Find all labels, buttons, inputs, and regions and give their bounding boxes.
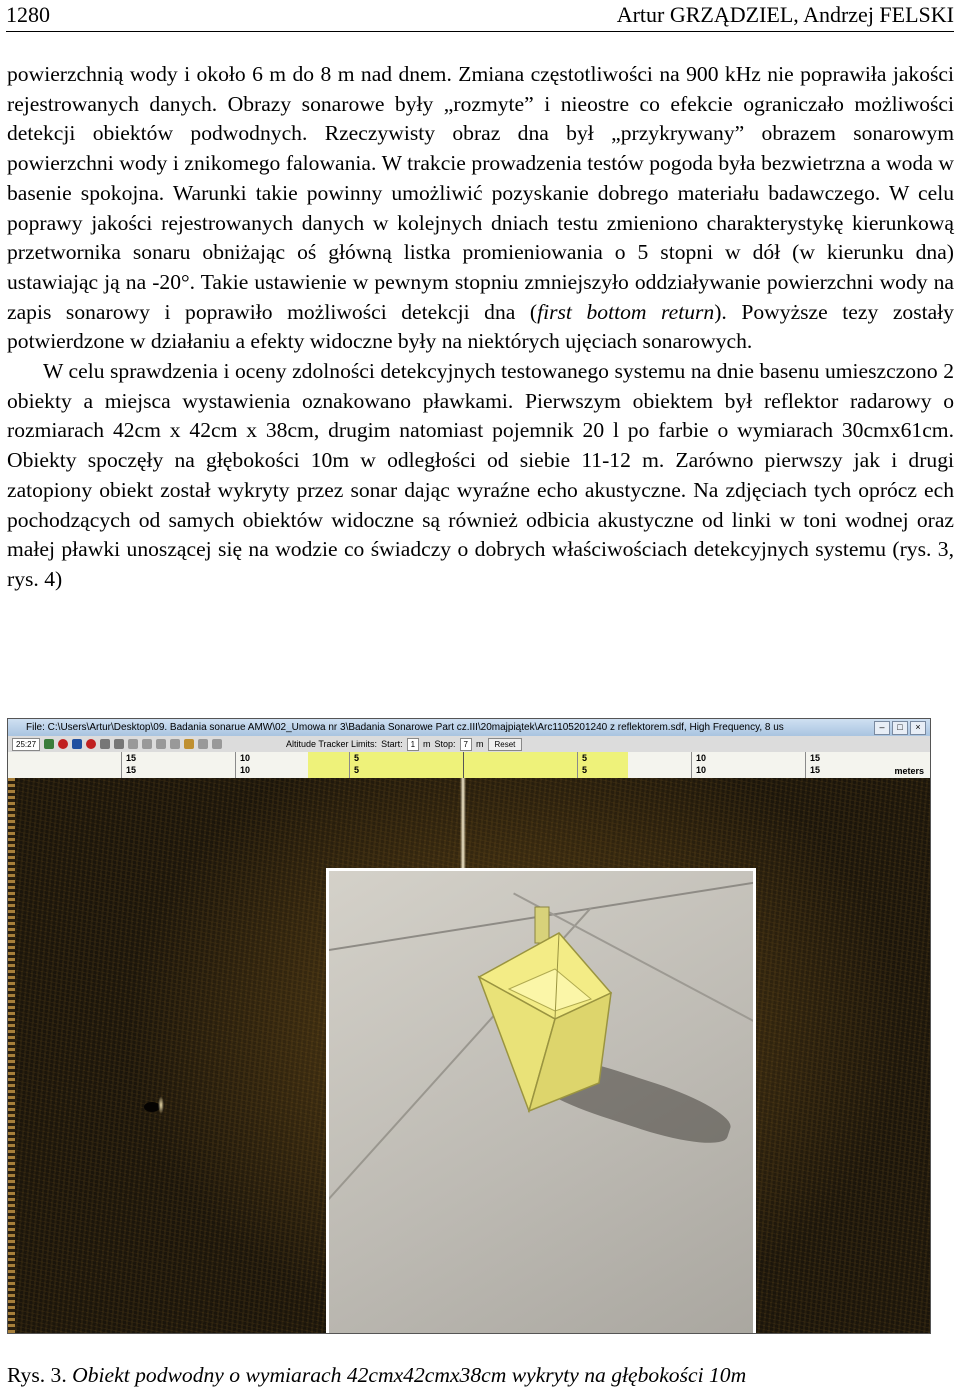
figure-caption xyxy=(7,1363,746,1388)
scale-label: 5 xyxy=(582,753,588,763)
paragraph-1: powierzchnią wody i około 6 m do 8 m nad dnem. Zmiana częstotliwości na 900 kHz nie poprawiła jakości rejestrowanych danych. Obrazy sonarowe były „rozmyte” i nieostre co efekcie ograniczało możliwości detekcji obiektów podwodnych. Rzeczywisty obraz dna był „przykrywany” obrazem sonarowym powierzchni wody i znikomego falowania. W trakcie prowadzenia testów pogoda była bezwietrzna a woda w basenie spokojna. Warunki takie powinny umożliwić pozyskanie dobrego materiału badawczego. W celu poprawy jakości rejestrowanych danych w kolejnych dniach testu zmieniono charakterystykę kierunkową przetwornika sonaru obniżając oś główną listka promieniowania o 5 stopni w dół (w kierunku dna) ustawiając ją na -20°. Takie ustawienie w pewnym stopniu zmniejszyło oddziaływanie powierzchni wody na zapis sonarowy i poprawiło możliwości detekcji dna (first bottom return). Powyższe tezy zostały potwierdzone w działaniu a efekty widoczne były na niektórych ujęciach sonarowych. xyxy=(7,62,954,354)
sonar-figure xyxy=(7,718,931,1334)
page-number: 1280 xyxy=(6,2,50,27)
stop-label: Stop: xyxy=(434,739,456,749)
layers-icon[interactable] xyxy=(212,739,222,749)
scale-label: 15 xyxy=(126,765,137,775)
scale-label: 10 xyxy=(696,753,707,763)
zoom-icon[interactable] xyxy=(128,739,138,749)
reflector-photo xyxy=(326,868,756,1334)
window-title: File: C:\Users\Artur\Desktop\09. Badania sonarue AMW\02_Umowa nr 3\Badania Sonarowe Part cz.III\20majpiątek\Arc1105201240 z reflektorem.sdf, High Frequency, 8 us xyxy=(26,722,784,733)
scale-unit: meters xyxy=(894,766,924,776)
tracker-label: Altitude Tracker Limits: xyxy=(286,739,378,749)
caption-label: Rys. 3. xyxy=(7,1363,67,1387)
range-scale xyxy=(8,752,930,778)
scale-label: 5 xyxy=(354,765,360,775)
scale-label: 15 xyxy=(126,753,137,763)
sonar-toolbar xyxy=(8,736,930,752)
page-header xyxy=(6,0,954,32)
stop-unit: m xyxy=(476,739,484,749)
body-text xyxy=(7,60,954,595)
stop-record-icon[interactable] xyxy=(86,739,96,749)
marker-icon[interactable] xyxy=(184,739,194,749)
settings-icon[interactable] xyxy=(156,739,166,749)
palette-icon[interactable] xyxy=(142,739,152,749)
scale-label: 5 xyxy=(354,753,360,763)
stop-input[interactable]: 7 xyxy=(460,738,472,751)
scale-label: 10 xyxy=(240,753,251,763)
sonar-edge-strip xyxy=(8,778,15,1333)
reset-button[interactable]: Reset xyxy=(488,738,523,751)
minimize-icon[interactable]: – xyxy=(874,721,890,735)
buoy-echo xyxy=(158,1096,164,1114)
time-counter: 25:27 xyxy=(12,738,40,751)
stop-icon[interactable] xyxy=(72,739,82,749)
running-authors: Artur GRZĄDZIEL, Andrzej FELSKI xyxy=(616,2,954,27)
scale-label: 10 xyxy=(696,765,707,775)
close-icon[interactable]: × xyxy=(910,721,926,735)
forward-icon[interactable] xyxy=(114,739,124,749)
record-icon[interactable] xyxy=(58,739,68,749)
scale-label: 10 xyxy=(240,765,251,775)
caption-text: Obiekt podwodny o wymiarach 42cmx42cmx38cm wykryty na głębokości 10m xyxy=(72,1363,747,1387)
print-icon[interactable] xyxy=(170,739,180,749)
emphasis-term: first bottom return xyxy=(537,299,715,324)
grid-icon[interactable] xyxy=(198,739,208,749)
maximize-icon[interactable]: □ xyxy=(892,721,908,735)
scale-label: 15 xyxy=(810,753,821,763)
scale-label: 15 xyxy=(810,765,821,775)
scale-label: 5 xyxy=(582,765,588,775)
sonar-image xyxy=(8,778,930,1333)
paragraph-2: W celu sprawdzenia i oceny zdolności detekcyjnych testowanego systemu na dnie basenu umieszczono 2 obiekty a miejsca wystawienia oznakowano pławkami. Pierwszym obiektem był reflektor radarowy o rozmiarach 42cm x 42cm x 38cm, drugim natomiast pojemnik 20 l po farbie o wymiarach 30cmx61cm. Obiekty spoczęły na głębokości 10m w odległości od siebie 11-12 m. Zarówno pierwszy jak i drugi zatopiony obiekt został wykryty przez sonar dając wyraźne echo akustyczne. Na zdjęciach tych oprócz ech pochodzących od samych obiektów widoczne są również odbicia akustyczne od linki w toni wodnej oraz małej pławki unoszącej się na wodzie co świadczy o dobrych właściwościach detekcyjnych systemu (rys. 3, rys. 4) xyxy=(7,359,954,591)
play-icon[interactable] xyxy=(44,739,54,749)
radar-reflector-icon xyxy=(329,871,753,1334)
window-titlebar xyxy=(8,719,930,736)
start-input[interactable]: 1 xyxy=(407,738,419,751)
start-unit: m xyxy=(423,739,431,749)
rewind-icon[interactable] xyxy=(100,739,110,749)
window-controls xyxy=(874,721,926,735)
start-label: Start: xyxy=(381,739,403,749)
